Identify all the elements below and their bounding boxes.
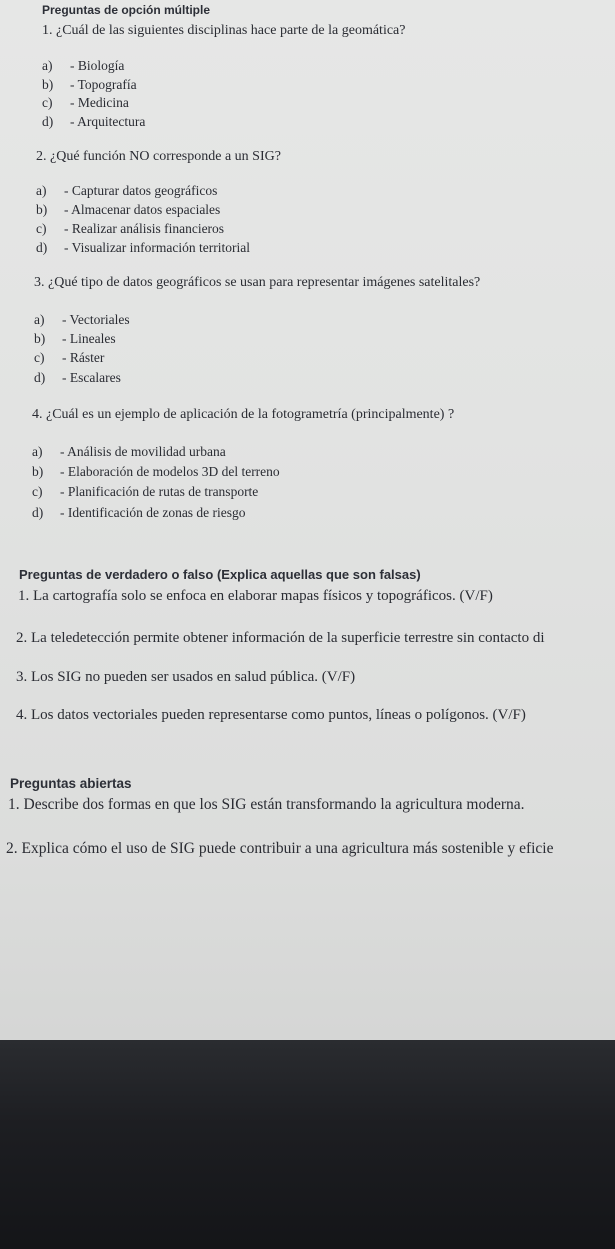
tf-item-3: 3. Los SIG no pueden ser usados en salud pública. (V/F) [16, 669, 356, 685]
tf-item-1: 1. La cartografía solo se enfoca en elaborar mapas físicos y topográficos. (V/F) [18, 588, 493, 604]
option-q2-c: c) - Realizar análisis financieros [36, 221, 225, 236]
question-2: 2. ¿Qué función NO corresponde a un SIG? [36, 149, 281, 164]
question-4: 4. ¿Cuál es un ejemplo de aplicación de la fotogrametría (principalmente) ? [32, 407, 455, 422]
option-q3-d: d) - Escalares [34, 370, 121, 385]
option-q3-b: b) - Lineales [34, 331, 116, 346]
option-q2-d: d) - Visualizar información territorial [36, 240, 250, 255]
option-q1-b: b) - Topografía [42, 77, 137, 92]
option-q1-d: d) - Arquitectura [42, 114, 146, 129]
option-q2-a: a) - Capturar datos geográficos [36, 183, 218, 198]
option-q4-d: d) - Identificación de zonas de riesgo [32, 505, 246, 520]
dark-background [0, 1040, 615, 1249]
open-item-1: 1. Describe dos formas en que los SIG están transformando la agricultura moderna. [8, 796, 525, 813]
option-q4-b: b) - Elaboración de modelos 3D del terreno [32, 464, 280, 479]
question-3: 3. ¿Qué tipo de datos geográficos se usan para representar imágenes satelitales? [34, 275, 481, 290]
option-q1-c: c) - Medicina [42, 95, 129, 110]
open-item-2: 2. Explica cómo el uso de SIG puede contribuir a una agricultura más sostenible y eficie [6, 840, 554, 857]
option-q4-a: a) - Análisis de movilidad urbana [32, 444, 226, 459]
tf-item-2: 2. La teledetección permite obtener información de la superficie terrestre sin contacto di [16, 630, 545, 646]
option-q1-a: a) - Biología [42, 58, 125, 73]
section-title-true-false: Preguntas de verdadero o falso (Explica aquellas que son falsas) [19, 567, 421, 582]
section-title-open: Preguntas abiertas [10, 776, 132, 791]
section-title-multiple-choice: Preguntas de opción múltiple [42, 3, 211, 17]
option-q3-a: a) - Vectoriales [34, 312, 130, 327]
question-1: 1. ¿Cuál de las siguientes disciplinas hace parte de la geomática? [42, 23, 406, 38]
option-q3-c: c) - Ráster [34, 350, 105, 365]
option-q2-b: b) - Almacenar datos espaciales [36, 202, 221, 217]
option-q4-c: c) - Planificación de rutas de transporte [32, 484, 259, 499]
tf-item-4: 4. Los datos vectoriales pueden representarse como puntos, líneas o polígonos. (V/F) [16, 707, 526, 723]
